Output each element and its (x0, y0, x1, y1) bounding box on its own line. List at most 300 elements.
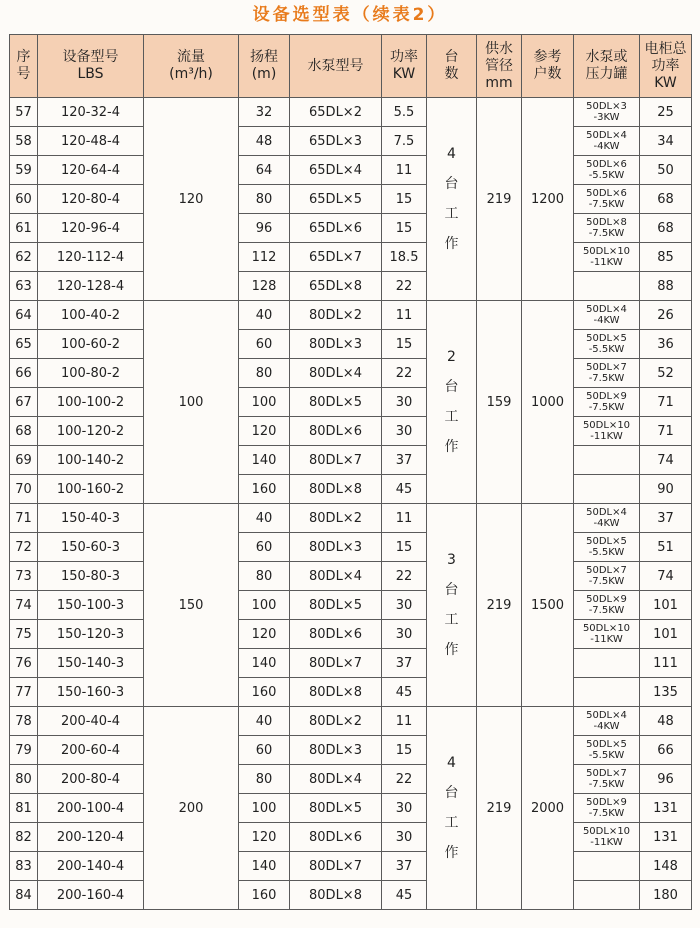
cell-power: 15 (382, 533, 427, 562)
equipment-selection-table (9, 34, 692, 910)
cell-head: 120 (239, 417, 290, 446)
cell-head: 100 (239, 591, 290, 620)
cell-power: 22 (382, 562, 427, 591)
cell-cabinet: 50 (640, 156, 692, 185)
cell-tank (574, 881, 640, 910)
table-row (10, 185, 692, 214)
cell-head: 140 (239, 649, 290, 678)
table-row (10, 214, 692, 243)
cell-power: 30 (382, 388, 427, 417)
cell-pump: 80DL×5 (290, 794, 382, 823)
cell-model: 200-60-4 (38, 736, 144, 765)
table-row (10, 533, 692, 562)
cell-tank (574, 562, 640, 591)
cell-power: 45 (382, 678, 427, 707)
cell-tank (574, 127, 640, 156)
cell-head: 60 (239, 330, 290, 359)
tank-line: 50DL×8 (586, 217, 627, 228)
tank-line: 50DL×9 (586, 391, 627, 402)
cell-head: 40 (239, 707, 290, 736)
cell-head: 80 (239, 185, 290, 214)
cell-model: 120-48-4 (38, 127, 144, 156)
cell-pump: 80DL×5 (290, 591, 382, 620)
cell-pump: 80DL×2 (290, 301, 382, 330)
tank-line: -4KW (593, 315, 620, 326)
cell-cabinet: 48 (640, 707, 692, 736)
units-char: 工 (444, 206, 459, 222)
cell-head: 120 (239, 620, 290, 649)
cell-power: 37 (382, 649, 427, 678)
cell-no: 62 (10, 243, 38, 272)
cell-head: 80 (239, 765, 290, 794)
cell-head: 112 (239, 243, 290, 272)
tank-line: 50DL×7 (586, 362, 627, 373)
cell-model: 120-64-4 (38, 156, 144, 185)
cell-power: 22 (382, 272, 427, 301)
cell-head: 32 (239, 98, 290, 127)
tank-line: 50DL×6 (586, 188, 627, 199)
cell-pump: 80DL×6 (290, 620, 382, 649)
cell-power: 11 (382, 504, 427, 533)
cell-power: 37 (382, 446, 427, 475)
table-row (10, 620, 692, 649)
cell-no: 67 (10, 388, 38, 417)
header-row (10, 35, 692, 98)
cell-pump: 65DL×2 (290, 98, 382, 127)
table-row (10, 504, 692, 533)
cell-no: 80 (10, 765, 38, 794)
units-char: 工 (444, 409, 459, 425)
cell-no: 81 (10, 794, 38, 823)
cell-model: 150-60-3 (38, 533, 144, 562)
cell-model: 120-128-4 (38, 272, 144, 301)
cell-pipe: 159 (477, 301, 522, 504)
cell-power: 7.5 (382, 127, 427, 156)
table-row (10, 156, 692, 185)
units-char: 作 (444, 845, 459, 861)
table-row (10, 707, 692, 736)
cell-cabinet: 101 (640, 591, 692, 620)
cell-cabinet: 25 (640, 98, 692, 127)
table-row (10, 475, 692, 504)
cell-head: 96 (239, 214, 290, 243)
cell-pump: 80DL×4 (290, 359, 382, 388)
cell-tank (574, 736, 640, 765)
cell-model: 120-96-4 (38, 214, 144, 243)
tank-line: 50DL×10 (582, 246, 631, 257)
units-char: 4 (447, 755, 456, 771)
cell-head: 40 (239, 301, 290, 330)
cell-tank (574, 446, 640, 475)
cell-model: 100-40-2 (38, 301, 144, 330)
cell-no: 78 (10, 707, 38, 736)
cell-head: 40 (239, 504, 290, 533)
cell-pump: 80DL×8 (290, 475, 382, 504)
cell-cabinet: 131 (640, 794, 692, 823)
tank-line: -7.5KW (588, 808, 625, 819)
cell-tank (574, 649, 640, 678)
tank-line: -11KW (590, 837, 623, 848)
cell-tank (574, 794, 640, 823)
cell-power: 22 (382, 765, 427, 794)
cell-flow: 100 (144, 301, 239, 504)
tank-line: -7.5KW (588, 199, 625, 210)
header-no: 序 号 (10, 35, 38, 98)
cell-households: 2000 (522, 707, 574, 910)
cell-no: 79 (10, 736, 38, 765)
cell-no: 59 (10, 156, 38, 185)
cell-model: 100-60-2 (38, 330, 144, 359)
cell-power: 11 (382, 156, 427, 185)
cell-tank (574, 388, 640, 417)
table-body (10, 98, 692, 910)
cell-head: 100 (239, 388, 290, 417)
cell-model: 200-160-4 (38, 881, 144, 910)
header-pump: 水泵型号 (290, 35, 382, 98)
cell-pipe: 219 (477, 707, 522, 910)
units-char: 台 (444, 582, 459, 598)
cell-power: 30 (382, 794, 427, 823)
units-char: 台 (444, 379, 459, 395)
cell-cabinet: 131 (640, 823, 692, 852)
table-row (10, 359, 692, 388)
cell-pipe: 219 (477, 98, 522, 301)
tank-line: 50DL×4 (586, 130, 627, 141)
cell-cabinet: 74 (640, 446, 692, 475)
header-power: 功率 KW (382, 35, 427, 98)
cell-cabinet: 111 (640, 649, 692, 678)
cell-cabinet: 85 (640, 243, 692, 272)
table-row (10, 243, 692, 272)
table-row (10, 98, 692, 127)
units-char: 2 (447, 349, 456, 365)
table-row (10, 881, 692, 910)
cell-power: 11 (382, 301, 427, 330)
cell-model: 200-80-4 (38, 765, 144, 794)
cell-head: 100 (239, 794, 290, 823)
header-head: 扬程 (m) (239, 35, 290, 98)
units-char: 工 (444, 612, 459, 628)
table-row (10, 649, 692, 678)
cell-cabinet: 101 (640, 620, 692, 649)
cell-cabinet: 52 (640, 359, 692, 388)
units-char: 作 (444, 236, 459, 252)
table-row (10, 446, 692, 475)
cell-cabinet: 51 (640, 533, 692, 562)
cell-tank (574, 823, 640, 852)
cell-model: 100-80-2 (38, 359, 144, 388)
tank-line: 50DL×4 (586, 507, 627, 518)
table-row (10, 330, 692, 359)
cell-head: 60 (239, 736, 290, 765)
cell-head: 80 (239, 562, 290, 591)
table-header (10, 35, 692, 98)
cell-pump: 65DL×3 (290, 127, 382, 156)
cell-power: 5.5 (382, 98, 427, 127)
cell-cabinet: 66 (640, 736, 692, 765)
cell-head: 48 (239, 127, 290, 156)
tank-line: -11KW (590, 431, 623, 442)
cell-head: 80 (239, 359, 290, 388)
cell-pump: 80DL×6 (290, 823, 382, 852)
cell-units (427, 504, 477, 707)
table-row (10, 301, 692, 330)
cell-cabinet: 37 (640, 504, 692, 533)
cell-cabinet: 135 (640, 678, 692, 707)
cell-no: 83 (10, 852, 38, 881)
table-row (10, 852, 692, 881)
cell-pump: 80DL×2 (290, 504, 382, 533)
cell-no: 69 (10, 446, 38, 475)
cell-no: 73 (10, 562, 38, 591)
cell-head: 64 (239, 156, 290, 185)
tank-line: -4KW (593, 141, 620, 152)
cell-tank (574, 359, 640, 388)
tank-line: 50DL×10 (582, 623, 631, 634)
cell-cabinet: 180 (640, 881, 692, 910)
page-title: 设备选型表（续表2） (252, 5, 448, 25)
cell-model: 150-160-3 (38, 678, 144, 707)
cell-head: 160 (239, 475, 290, 504)
cell-model: 100-100-2 (38, 388, 144, 417)
cell-pump: 80DL×3 (290, 330, 382, 359)
header-cabinet: 电柜总功率 KW (640, 35, 692, 98)
cell-cabinet: 68 (640, 185, 692, 214)
cell-pump: 80DL×5 (290, 388, 382, 417)
cell-units (427, 98, 477, 301)
cell-no: 72 (10, 533, 38, 562)
cell-head: 160 (239, 678, 290, 707)
cell-head: 140 (239, 852, 290, 881)
cell-pump: 80DL×8 (290, 881, 382, 910)
cell-pump: 80DL×6 (290, 417, 382, 446)
table-row (10, 591, 692, 620)
cell-no: 61 (10, 214, 38, 243)
units-char: 作 (444, 642, 459, 658)
cell-no: 65 (10, 330, 38, 359)
cell-flow: 200 (144, 707, 239, 910)
header-flow: 流量 (m³/h) (144, 35, 239, 98)
cell-power: 37 (382, 852, 427, 881)
tank-line: 50DL×9 (586, 594, 627, 605)
cell-no: 66 (10, 359, 38, 388)
table-row (10, 127, 692, 156)
cell-pump: 80DL×4 (290, 562, 382, 591)
cell-cabinet: 34 (640, 127, 692, 156)
cell-cabinet: 74 (640, 562, 692, 591)
table-row (10, 417, 692, 446)
cell-units (427, 301, 477, 504)
cell-cabinet: 68 (640, 214, 692, 243)
table-row (10, 562, 692, 591)
table-row (10, 388, 692, 417)
cell-households: 1500 (522, 504, 574, 707)
tank-line: -5.5KW (588, 170, 625, 181)
cell-no: 71 (10, 504, 38, 533)
cell-no: 64 (10, 301, 38, 330)
cell-flow: 150 (144, 504, 239, 707)
cell-model: 200-40-4 (38, 707, 144, 736)
cell-model: 150-100-3 (38, 591, 144, 620)
cell-no: 58 (10, 127, 38, 156)
cell-power: 18.5 (382, 243, 427, 272)
cell-power: 11 (382, 707, 427, 736)
cell-cabinet: 96 (640, 765, 692, 794)
cell-model: 200-120-4 (38, 823, 144, 852)
cell-pump: 65DL×8 (290, 272, 382, 301)
header-pipe: 供水 管径 mm (477, 35, 522, 98)
cell-tank (574, 475, 640, 504)
cell-tank (574, 243, 640, 272)
cell-tank (574, 620, 640, 649)
cell-tank (574, 185, 640, 214)
cell-power: 45 (382, 475, 427, 504)
tank-line: 50DL×4 (586, 710, 627, 721)
units-char: 4 (447, 146, 456, 162)
tank-line: -4KW (593, 721, 620, 732)
cell-head: 128 (239, 272, 290, 301)
tank-line: 50DL×10 (582, 826, 631, 837)
table-row (10, 823, 692, 852)
cell-model: 100-140-2 (38, 446, 144, 475)
cell-no: 77 (10, 678, 38, 707)
cell-cabinet: 90 (640, 475, 692, 504)
cell-head: 160 (239, 881, 290, 910)
tank-line: 50DL×6 (586, 159, 627, 170)
cell-flow: 120 (144, 98, 239, 301)
tank-line: 50DL×3 (586, 101, 627, 112)
tank-line: -7.5KW (588, 576, 625, 587)
cell-model: 150-120-3 (38, 620, 144, 649)
cell-tank (574, 214, 640, 243)
cell-model: 100-160-2 (38, 475, 144, 504)
tank-line: -5.5KW (588, 750, 625, 761)
cell-tank (574, 98, 640, 127)
cell-pipe: 219 (477, 504, 522, 707)
header-tank: 水泵或 压力罐 (574, 35, 640, 98)
table-row (10, 765, 692, 794)
cell-pump: 80DL×7 (290, 649, 382, 678)
cell-model: 120-32-4 (38, 98, 144, 127)
tank-line: -7.5KW (588, 373, 625, 384)
cell-pump: 80DL×7 (290, 446, 382, 475)
tank-line: -7.5KW (588, 779, 625, 790)
cell-head: 60 (239, 533, 290, 562)
cell-pump: 80DL×2 (290, 707, 382, 736)
cell-power: 15 (382, 185, 427, 214)
tank-line: 50DL×10 (582, 420, 631, 431)
tank-line: 50DL×4 (586, 304, 627, 315)
cell-no: 63 (10, 272, 38, 301)
tank-line: -7.5KW (588, 605, 625, 616)
cell-tank (574, 156, 640, 185)
tank-line: 50DL×7 (586, 565, 627, 576)
cell-tank (574, 417, 640, 446)
cell-head: 120 (239, 823, 290, 852)
tank-line: -7.5KW (588, 402, 625, 413)
cell-cabinet: 26 (640, 301, 692, 330)
tank-line: -7.5KW (588, 228, 625, 239)
cell-no: 82 (10, 823, 38, 852)
cell-model: 120-80-4 (38, 185, 144, 214)
cell-model: 150-40-3 (38, 504, 144, 533)
cell-tank (574, 330, 640, 359)
cell-no: 76 (10, 649, 38, 678)
tank-line: -11KW (590, 634, 623, 645)
cell-model: 150-140-3 (38, 649, 144, 678)
tank-line: -3KW (593, 112, 620, 123)
cell-tank (574, 678, 640, 707)
cell-model: 200-100-4 (38, 794, 144, 823)
cell-no: 57 (10, 98, 38, 127)
cell-power: 45 (382, 881, 427, 910)
cell-pump: 80DL×7 (290, 852, 382, 881)
cell-cabinet: 71 (640, 388, 692, 417)
units-char: 作 (444, 439, 459, 455)
cell-model: 200-140-4 (38, 852, 144, 881)
cell-pump: 65DL×6 (290, 214, 382, 243)
cell-model: 150-80-3 (38, 562, 144, 591)
cell-power: 15 (382, 736, 427, 765)
units-char: 台 (444, 176, 459, 192)
tank-line: -5.5KW (588, 344, 625, 355)
table-row (10, 736, 692, 765)
cell-pump: 65DL×7 (290, 243, 382, 272)
cell-no: 68 (10, 417, 38, 446)
cell-tank (574, 591, 640, 620)
cell-cabinet: 36 (640, 330, 692, 359)
cell-power: 30 (382, 417, 427, 446)
cell-power: 30 (382, 591, 427, 620)
cell-units (427, 707, 477, 910)
tank-line: 50DL×5 (586, 333, 627, 344)
cell-model: 100-120-2 (38, 417, 144, 446)
tank-line: 50DL×7 (586, 768, 627, 779)
cell-cabinet: 88 (640, 272, 692, 301)
cell-head: 140 (239, 446, 290, 475)
units-char: 3 (447, 552, 456, 568)
header-units: 台 数 (427, 35, 477, 98)
table-row (10, 272, 692, 301)
tank-line: 50DL×5 (586, 739, 627, 750)
table-row (10, 794, 692, 823)
cell-power: 30 (382, 823, 427, 852)
tank-line: -11KW (590, 257, 623, 268)
cell-tank (574, 504, 640, 533)
cell-pump: 80DL×3 (290, 736, 382, 765)
cell-no: 74 (10, 591, 38, 620)
cell-tank (574, 301, 640, 330)
tank-line: 50DL×5 (586, 536, 627, 547)
header-households: 参考 户数 (522, 35, 574, 98)
cell-tank (574, 707, 640, 736)
cell-pump: 65DL×5 (290, 185, 382, 214)
units-char: 台 (444, 785, 459, 801)
cell-households: 1200 (522, 98, 574, 301)
cell-households: 1000 (522, 301, 574, 504)
cell-pump: 65DL×4 (290, 156, 382, 185)
header-model: 设备型号 LBS (38, 35, 144, 98)
tank-line: 50DL×9 (586, 797, 627, 808)
cell-no: 60 (10, 185, 38, 214)
cell-tank (574, 533, 640, 562)
cell-cabinet: 71 (640, 417, 692, 446)
tank-line: -4KW (593, 518, 620, 529)
cell-no: 84 (10, 881, 38, 910)
cell-power: 15 (382, 214, 427, 243)
tank-line: -5.5KW (588, 547, 625, 558)
cell-no: 75 (10, 620, 38, 649)
